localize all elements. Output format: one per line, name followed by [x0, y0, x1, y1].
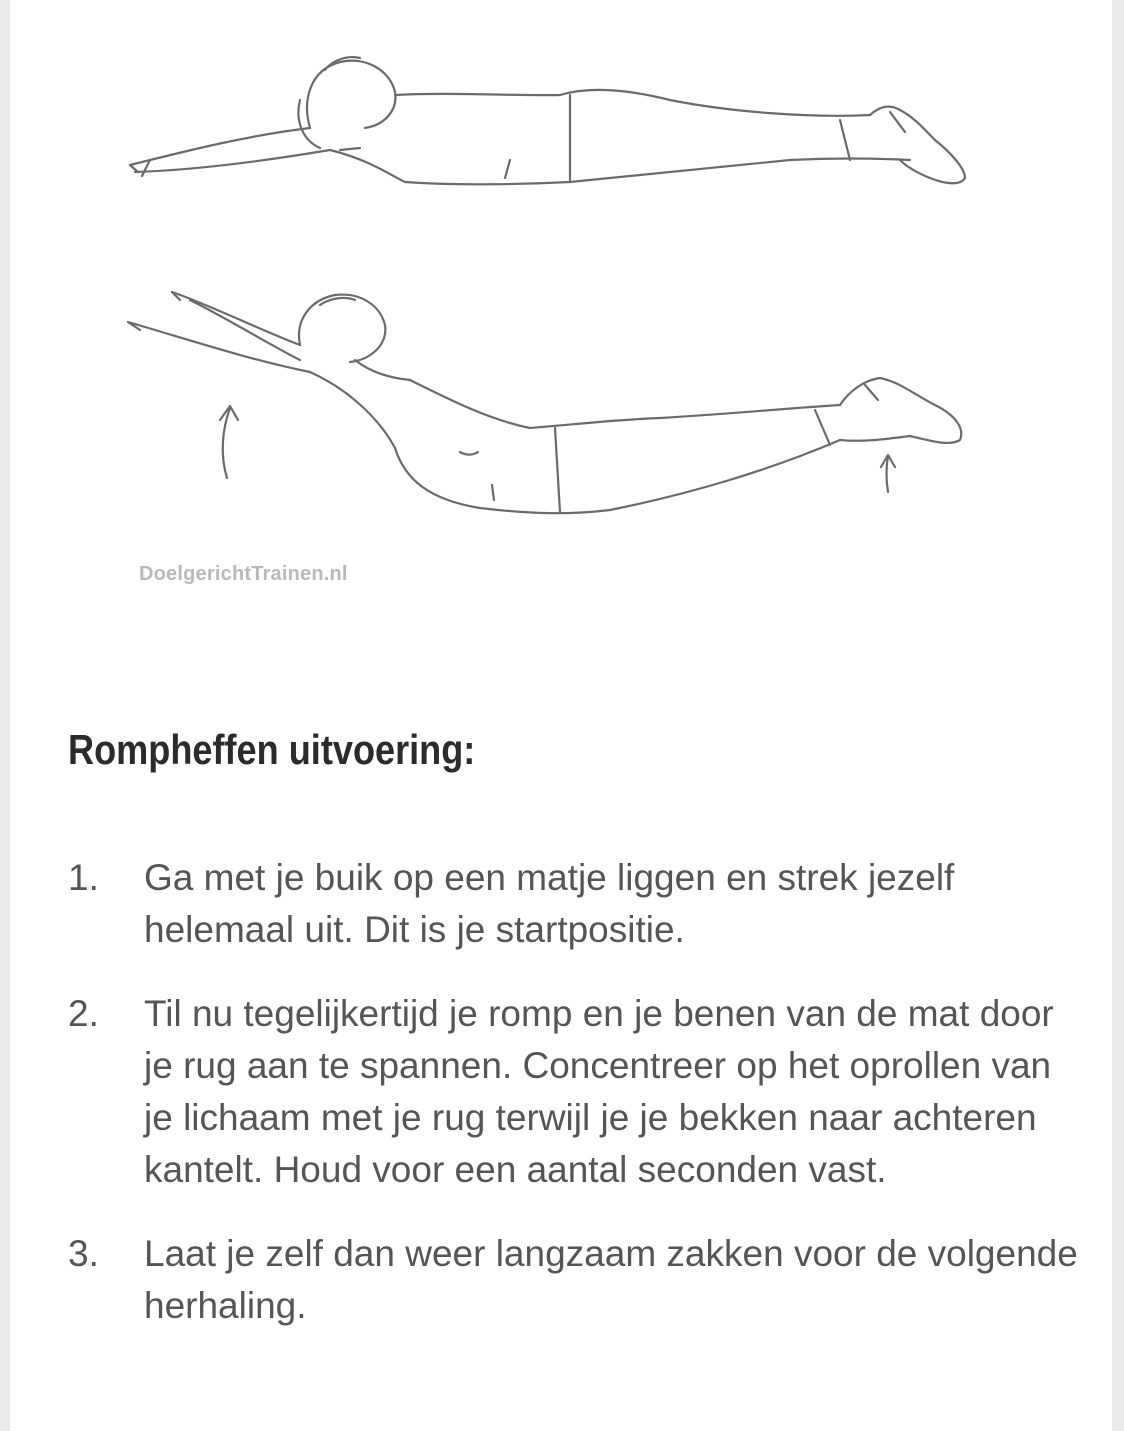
- article-page: [10, 0, 1112, 1431]
- step-number: 2.: [68, 993, 99, 1034]
- step-number: 1.: [68, 857, 99, 898]
- figure-start-position: [130, 57, 965, 184]
- step-text: Til nu tegelijkertijd je romp en je benen van de mat door je rug aan te spannen. Concentreer op het oprollen van je lichaam met je rug terwijl je je bekken naar achteren kantelt. Houd voor een aantal seconden vast.: [144, 993, 1054, 1190]
- figure-lifted-position: [128, 292, 961, 513]
- watermark-text: DoelgerichtTrainen.nl: [139, 563, 348, 585]
- page-title: Rompheffen uitvoering:: [68, 726, 476, 773]
- step-text: Ga met je buik op een matje liggen en strek jezelf helemaal uit. Dit is je startpositie.: [144, 857, 955, 950]
- exercise-drawing: [10, 0, 1112, 620]
- steps-list: [68, 852, 1088, 1364]
- list-item: [68, 1228, 1088, 1332]
- step-text: Laat je zelf dan weer langzaam zakken voor de volgende herhaling.: [144, 1233, 1078, 1326]
- list-item: [68, 852, 1088, 956]
- step-number: 3.: [68, 1233, 99, 1274]
- exercise-illustration: [10, 0, 1112, 620]
- list-item: [68, 988, 1088, 1196]
